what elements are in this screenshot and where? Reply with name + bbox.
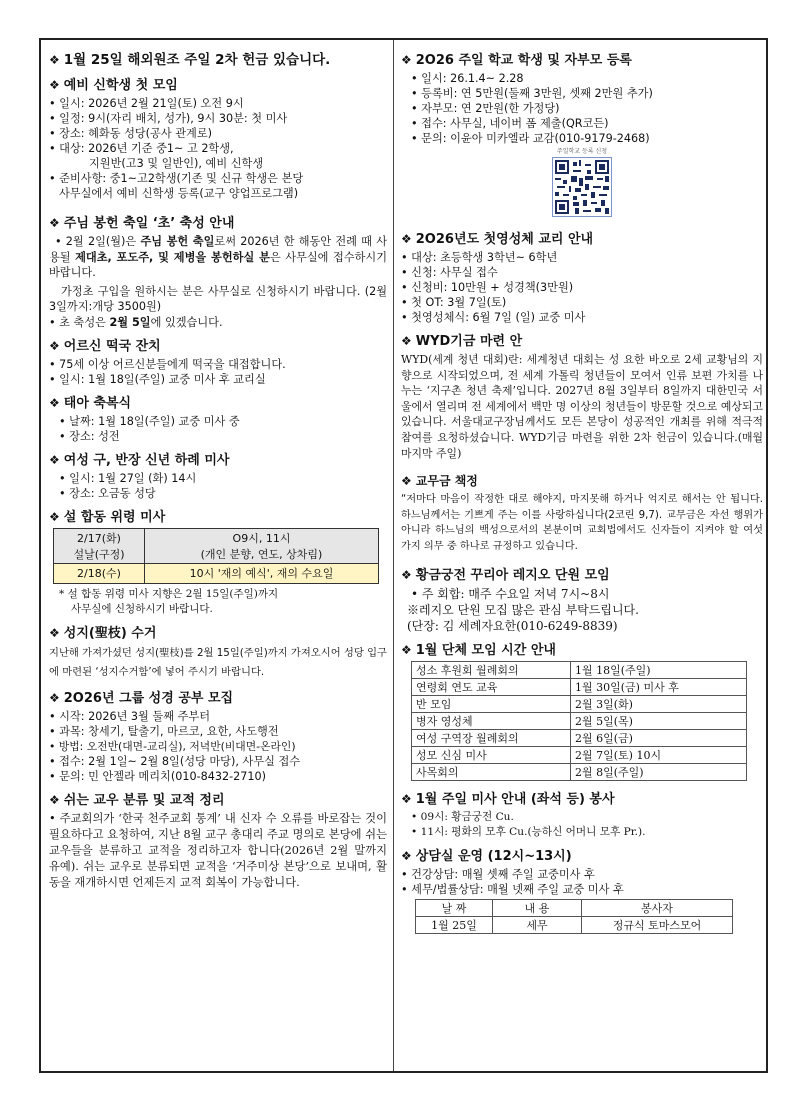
section-title: ❖ 쉬는 교우 분류 및 교적 정리	[49, 792, 225, 808]
info-line: • 일시: 26.1.4~ 2.28	[411, 72, 524, 85]
candle-paragraph: • 2월 2일(월)은 주님 봉헌 축일로써 2026년 한 해동안 전례 때 사용될 제대초, 포도주, 및 제병을 봉헌하실 분은 사무실에 접수하시기 바랍니다.	[49, 235, 388, 279]
bulletin-frame	[39, 38, 768, 1073]
table-header: 봉사자	[582, 899, 733, 916]
info-line: ※레지오 단원 모집 많은 관심 부탁드립니다.	[407, 602, 639, 617]
info-line: • 방법: 오전반(대면-교리실), 저녁반(비대면-온라인)	[49, 739, 296, 753]
diamond-bullet-icon: ❖	[401, 567, 412, 582]
table-header: 날 짜	[416, 899, 493, 916]
qr-code-icon[interactable]	[552, 157, 612, 217]
info-line: • 시작: 2026년 3월 둘째 주부터	[49, 709, 211, 723]
counsel-table	[415, 899, 733, 934]
section-title: ❖ 2O26 주일 학교 학생 및 자부모 등록	[401, 53, 632, 68]
diamond-bullet-icon: ❖	[49, 452, 60, 467]
legio-section	[401, 567, 763, 634]
section-title: ❖ 1월 단체 모임 시간 안내	[401, 642, 556, 658]
fetus-section	[49, 395, 387, 444]
wyd-paragraph: WYD(세계 청년 대회)란: 세계청년 대회는 성 요한 바오로 2세 교황님의 지향으로 시작되었으며, 전 세계 가톨릭 청년들이 모여서 인류 보편 가치를 나누는 ‘지구촌 청년 축제’입니다. 2027년 8월 3일부터 8일까지 대한민국 서울에서 열리며 전 세계에서 백만 명 이상의 청년들이 방문할 것으로 예상되고 있습니다. 서울대교구장님께서도 모든 본당이 성공적인 개최를 위해 적극적 참여를 요청하셨습니다. WYD기금 마련을 위한 2차 헌금이 있습니다.(매월 마지막 주일)	[401, 353, 763, 460]
diamond-bullet-icon: ❖	[401, 53, 412, 67]
table-header-row	[416, 899, 733, 916]
table-cell: 2월 7일(토) 10시	[571, 746, 747, 763]
table-cell: 2/17(화) 설날(구정)	[54, 528, 145, 563]
table-cell: 2월 5일(목)	[571, 712, 747, 729]
diamond-bullet-icon: ❖	[49, 509, 60, 524]
table-cell: 사목회의	[412, 763, 571, 780]
table-cell: 여성 구역장 월례회의	[412, 729, 571, 746]
info-line: 지원반(고3 및 일반인), 예비 신학생	[89, 157, 264, 170]
groups-table	[411, 661, 747, 781]
info-line: • 장소: 성전	[59, 429, 120, 443]
communion-section	[401, 231, 763, 325]
palm-paragraph: 지난해 가져가셨던 성지(聖枝)를 2월 15일(주일)까지 가져오시어 성당 입구에 마련된 ‘성지수거함’에 넣어 주시기 바랍니다.	[49, 646, 387, 678]
table-cell: 1월 30일(금) 미사 후	[571, 678, 747, 695]
table-cell: 2월 8일(주일)	[571, 763, 747, 780]
table-cell: 성소 후원회 월례회의	[412, 661, 571, 678]
section-title: ❖ 어르신 떡국 잔치	[49, 338, 161, 354]
top-notice-section	[49, 52, 387, 69]
info-line: • 11시: 평화의 모후 Cu.(능하신 어머니 모후 Pr.).	[411, 825, 646, 838]
info-line: • 신청: 사무실 접수	[401, 266, 498, 279]
note-line: 사무실에 신청하시기 바랍니다.	[71, 602, 213, 615]
info-line: • 문의: 민 안젤라 메리치(010-8432-2710)	[49, 769, 266, 783]
info-line: • 세무/법률상담: 매월 넷째 주일 교중 미사 후	[401, 882, 624, 896]
table-cell: O9시, 11시 (개인 분향, 연도, 상차림)	[145, 528, 379, 563]
diamond-bullet-icon: ❖	[49, 792, 60, 807]
diamond-bullet-icon: ❖	[49, 395, 60, 410]
section-title: ❖ 1월 주일 미사 안내 (좌석 등) 봉사	[401, 791, 615, 807]
diamond-bullet-icon: ❖	[49, 690, 60, 705]
section-title: ❖ 상담실 운영 (12시~13시)	[401, 848, 572, 864]
info-line: • 대상: 2026년 기준 중1~ 고 2학생,	[49, 142, 234, 155]
candle-section	[49, 215, 387, 330]
info-line: 사무실에서 예비 신학생 등록(교구 양업프로그램)	[59, 187, 299, 200]
diamond-bullet-icon: ❖	[401, 474, 412, 489]
left-column	[49, 46, 387, 899]
table-header: 내 용	[493, 899, 582, 916]
table-row	[412, 729, 747, 746]
table-cell: 성모 신심 미사	[412, 746, 571, 763]
diamond-bullet-icon: ❖	[401, 334, 412, 348]
table-cell: 병자 영성체	[412, 712, 571, 729]
elder-section	[49, 338, 387, 387]
section-title: ❖ 성지(聖枝) 수거	[49, 625, 157, 641]
info-line: • 접수: 2월 1일~ 2월 8일(성당 마당), 사무실 접수	[49, 754, 301, 768]
service-section	[401, 791, 763, 840]
qr-caption: 주일학교 등록 신청	[556, 148, 608, 155]
info-line: • 대상: 초등학생 3학년~ 6학년	[401, 251, 558, 264]
dues-section	[401, 473, 763, 554]
section-title: ❖ 교무금 책정	[401, 474, 478, 489]
info-line: • 장소: 혜화동 성당(공사 관계로)	[49, 127, 213, 140]
diamond-bullet-icon: ❖	[49, 338, 60, 353]
info-line: • 건강상담: 매월 셋째 주일 교중미사 후	[401, 867, 595, 881]
section-title: ❖ 2O26년도 첫영성체 교리 안내	[401, 232, 594, 247]
info-line: • 자부모: 연 2만원(한 가정당)	[411, 102, 560, 115]
info-line: • 첫영성체식: 6월 7일 (일) 교중 미사	[401, 311, 586, 324]
section-title: ❖ 설 합동 위령 미사	[49, 509, 166, 525]
info-line: • 장소: 오금동 성당	[59, 486, 156, 500]
info-line: • 일정: 9시(자리 배치, 성가), 9시 30분: 첫 미사	[49, 112, 288, 125]
section-title: ❖ 여성 구, 반장 신년 하례 미사	[49, 452, 230, 468]
info-line: (단장: 김 세례자요한(010-6249-8839)	[407, 618, 618, 633]
section-title: ❖ 황금궁전 꾸리아 레지오 단원 모임	[401, 567, 610, 583]
info-line: • 날짜: 1월 18일(주일) 교중 미사 중	[59, 414, 240, 428]
counsel-section	[401, 848, 763, 934]
wyd-section	[401, 333, 763, 461]
info-line: • 과목: 창세기, 탈출기, 마르코, 요한, 사도행전	[49, 724, 279, 738]
table-cell: 세무	[493, 916, 582, 933]
table-cell: 2월 3일(화)	[571, 695, 747, 712]
table-cell: 반 모임	[412, 695, 571, 712]
diamond-bullet-icon: ❖	[401, 232, 412, 246]
lunar-mass-table	[53, 528, 379, 584]
groups-section	[401, 642, 763, 781]
school-section	[401, 52, 763, 217]
diamond-bullet-icon: ❖	[49, 53, 60, 67]
table-row	[416, 916, 733, 933]
lunar-mass-section	[49, 509, 387, 617]
info-line: • 초 축성은 2월 5일에 있겠습니다.	[49, 315, 223, 329]
resting-section	[49, 792, 387, 891]
candle-purchase: 가정초 구입을 원하시는 분은 사무실로 신청하시기 바랍니다. (2월 3일까지:개당 3500원)	[49, 284, 387, 313]
resting-paragraph: • 주교회의가 ‘한국 천주교회 통계’ 내 신자 수 오류를 바로잡는 것이 필요하다고 요청하여, 지난 8월 교구 총대리 주교 명의로 본당에 쉬는 교우들을 분류하고 교적을 정리하고자 합니다(2026년 2월 말까지 유예). 쉬는 교우로 분류되면 교적을 ‘거주미상 본당’으로 보내며, 활동을 재개하시면 언제든지 교적 회복이 가능합니다.	[49, 811, 387, 889]
note-line: * 설 합동 위령 미사 지향은 2월 15일(주일)까지	[59, 587, 279, 600]
info-line: • 주 회합: 매주 수요일 저녁 7시~8시	[411, 586, 610, 601]
table-row	[412, 695, 747, 712]
section-title: ❖ 주님 봉헌 축일 ‘초’ 축성 안내	[49, 216, 235, 231]
section-title: ❖ 2O26년 그룹 성경 공부 모집	[49, 690, 234, 706]
table-cell: 1월 18일(주일)	[571, 661, 747, 678]
table-cell: 2월 6일(금)	[571, 729, 747, 746]
info-line: • 준비사항: 중1~고2학생(기존 및 신규 학생은 본당	[49, 172, 304, 185]
diamond-bullet-icon: ❖	[401, 642, 412, 657]
info-line: • 첫 OT: 3월 7일(토)	[401, 296, 507, 309]
top-notice: ❖ 1월 25일 해외원조 주일 2차 헌금 있습니다.	[49, 52, 331, 68]
table-row	[54, 563, 379, 583]
freshmen-section	[49, 77, 387, 201]
section-title: ❖ 예비 신학생 첫 모임	[49, 78, 178, 93]
table-row	[412, 678, 747, 695]
info-line: • 접수: 사무실, 네이버 폼 제출(QR코든)	[411, 117, 609, 130]
table-cell: 10시 '재의 예식', 재의 수요일	[145, 563, 379, 583]
info-line: • 문의: 이윤아 미카엘라 교감(010-9179-2468)	[411, 132, 650, 145]
info-line: • 09시: 황금궁전 Cu.	[411, 810, 514, 823]
section-title: ❖ 태아 축복식	[49, 395, 132, 411]
table-cell: 정규식 토마스모어	[582, 916, 733, 933]
palm-section	[49, 625, 387, 682]
diamond-bullet-icon: ❖	[401, 848, 412, 863]
table-row	[54, 528, 379, 563]
diamond-bullet-icon: ❖	[401, 791, 412, 806]
table-cell: 연령회 연도 교육	[412, 678, 571, 695]
table-row	[412, 746, 747, 763]
bible-section	[49, 690, 387, 784]
diamond-bullet-icon: ❖	[49, 78, 60, 92]
dues-paragraph: “저마다 마음이 작정한 대로 해야지, 마지못해 하거나 억지로 해서는 안 됩니다. 하느님께서는 기쁘게 주는 이를 사랑하십니다(2코린 9,7). 교무금은 자선 행위가 아니라 하느님의 백성으로서의 본분이며 교회법에서도 신자들이 지켜야 할 여섯 가지 의무 중 하나로 규정하고 있습니다.	[401, 494, 763, 552]
diamond-bullet-icon: ❖	[49, 625, 60, 640]
info-line: • 일시: 1월 27일 (화) 14시	[59, 471, 197, 485]
section-title: ❖ WYD기금 마련 안	[401, 334, 523, 349]
table-row	[412, 763, 747, 780]
info-line: • 일시: 1월 18일(주일) 교중 미사 후 교리실	[49, 372, 266, 386]
right-column	[401, 46, 763, 942]
table-row	[412, 661, 747, 678]
diamond-bullet-icon: ❖	[49, 216, 60, 230]
column-divider	[393, 40, 394, 1071]
info-line: • 신청비: 10만원 + 성경책(3만원)	[401, 281, 574, 294]
table-cell: 2/18(수)	[54, 563, 145, 583]
info-line: • 75세 이상 어르신분들에게 떡국을 대접합니다.	[49, 357, 286, 371]
table-row	[412, 712, 747, 729]
table-cell: 1월 25일	[416, 916, 493, 933]
info-line: • 등록비: 연 5만원(둘째 3만원, 셋째 2만원 추가)	[411, 87, 653, 100]
women-section	[49, 452, 387, 501]
info-line: • 일시: 2026년 2월 21일(토) 오전 9시	[49, 97, 244, 110]
